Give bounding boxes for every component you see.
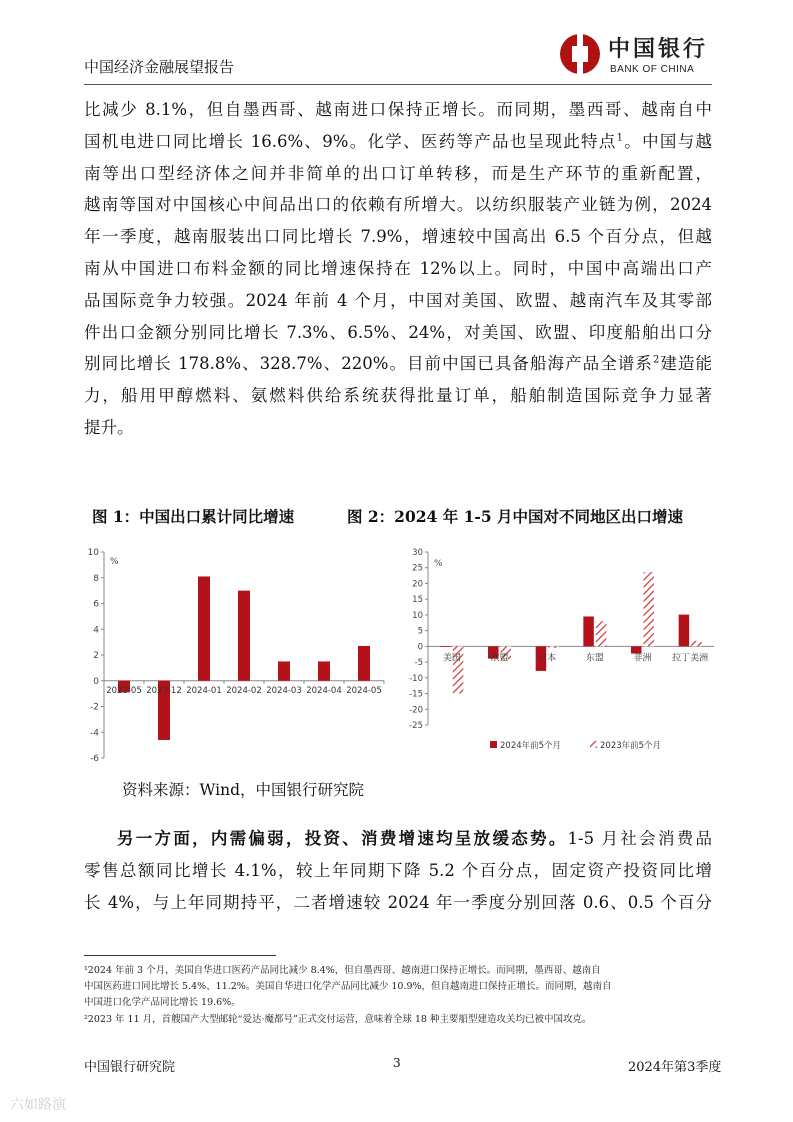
logo-cn: 中国银行 [608,36,709,62]
unit-label: % [110,557,119,567]
y-tick-label: 4 [93,625,99,636]
bold-lead: 另一方面，内需偏弱，投资、消费增速均呈放缓态势。 [117,829,568,848]
text-line: 年一季度，越南服装出口同比增长 7.9%，增速较中国高出 6.5 个百分点，但越 [84,227,712,247]
footer-period: 2024年第3季度 [628,1060,722,1075]
bank-logo [560,30,715,82]
figure-1-caption: 图 1：中国出口累计同比增速 [92,507,295,526]
footnote-line: 中国进口化学产品同比增长 19.6%。 [84,997,241,1008]
text-line: 件出口金额分别同比增长 7.3%、6.5%、24%，对美国、欧盟、印度船舶出口分 [84,322,712,342]
chart-2-region-export-growth [400,540,720,770]
footer-org: 中国银行研究院 [84,1060,176,1075]
bank-seal-icon [560,34,600,74]
text-line: 力，船用甲醇燃料、氨燃料供给系统获得批量订单，船舶制造国际竞争力显著 [84,386,712,406]
y-tick-label: 0 [417,642,423,653]
x-tick-label: 2024-02 [226,685,262,696]
bar [583,616,593,646]
y-tick-label: -20 [409,705,423,716]
figure-source: 资料来源：Wind，中国银行研究院 [122,781,365,799]
x-tick-label: 欧盟 [490,653,509,664]
bar [318,661,330,680]
x-tick-label: 美国 [442,653,461,664]
y-tick-label: -15 [409,689,423,700]
header-divider [84,84,712,85]
x-tick-label: 2024-03 [266,685,302,696]
text-line: 另一方面，内需偏弱，投资、消费增速均呈放缓态势。1-5 月社会消费品 [117,829,712,848]
y-tick-label: -4 [90,728,99,739]
bar [548,646,558,648]
legend-swatch [490,741,497,748]
footnote-divider [84,955,276,956]
body-paragraph-2 [84,823,712,918]
x-tick-label: 2023-12 [146,685,182,696]
bar [596,621,606,646]
x-tick-label: 拉丁美洲 [672,653,709,664]
text-line: 国机电进口同比增长 16.6%、9%。化学、医药等产品也呈现此特点$^1$。中国与越 [84,131,712,151]
y-tick-label: 5 [417,626,423,637]
footnote-line: ²2023 年 11 月，首艘国产大型邮轮“爱达·魔都号”正式交付运营，意味着全球 18 种主要船型建造攻关均已被中国攻克。 [84,1014,592,1025]
y-tick-label: -2 [90,702,99,713]
y-tick-label: 10 [87,548,99,558]
footnote-ref[interactable]: 2 [652,354,660,366]
y-tick-label: -10 [409,673,423,684]
x-tick-label: 日本 [538,653,557,664]
y-tick-label: 8 [93,573,99,584]
text-line: 越南等国对中国核心中间品出口的依赖有所增大。以纺织服装产业链为例，2024 [84,195,712,215]
report-title: 中国经济金融展望报告 [84,58,235,76]
page-number: 3 [393,1056,401,1070]
text-line: 南等出口型经济体之间并非简单的出口订单转移，而是生产环节的重新配置， [84,163,712,183]
y-tick-label: 2 [93,651,99,661]
bar [358,646,370,681]
bar [644,572,654,646]
text-line: 比减少 8.1%，但自墨西哥、越南进口保持正增长。而同期，墨西哥、越南自中 [84,100,712,119]
y-tick-label: -6 [90,754,99,764]
x-tick-label: 2024-05 [346,685,382,696]
y-tick-label: 15 [412,595,423,606]
text-line: 长 4%，与上年同期持平，二者增速较 2024 年一季度分别回落 0.6、0.5 个百分 [84,892,712,912]
bar [679,615,689,647]
text-line: 提升。 [84,417,134,437]
text-line: 品国际竞争力较强。2024 年前 4 个月，中国对美国、欧盟、越南汽车及其零部 [84,290,712,310]
text-line: 南从中国进口布料金额的同比增速保持在 12%以上。同时，中国中高端出口产 [84,258,712,278]
footnote-line: 中国医药进口同比增长 5.4%、11.2%。美国自华进口化学产品同比减少 10.9%，但自越南进口保持正增长。而同期，越南自 [84,981,612,992]
footnote-line: ¹2024 年前 3 个月，美国自华进口医药产品同比减少 8.4%，但自墨西哥、越南进口保持正增长。而同期，墨西哥、越南自 [84,965,601,976]
figure-2-caption: 图 2：2024 年 1-5 月中国对不同地区出口增速 [347,507,684,526]
y-tick-label: 0 [93,676,99,687]
y-tick-label: -25 [409,721,423,731]
y-tick-label: 25 [412,563,423,574]
logo-en: BANK OF CHINA [610,64,695,75]
unit-label: % [434,559,443,569]
text-line: 零售总额同比增长 4.1%，较上年同期下降 5.2 个百分点，固定资产投资同比增 [84,860,712,880]
footnote-ref[interactable]: 1 [616,132,624,144]
x-tick-label: 2024-01 [186,685,222,696]
y-tick-label: 6 [93,599,99,610]
x-tick-label: 2023-05 [106,685,142,696]
bar [238,591,250,681]
x-tick-label: 2024-04 [306,685,342,696]
body-paragraph-1 [84,94,712,444]
legend-label: 2023年前5个月 [600,741,662,751]
bar [198,576,210,680]
bar [278,661,290,680]
y-tick-label: 30 [412,548,423,558]
y-tick-label: -5 [414,658,423,669]
y-tick-label: 10 [412,610,423,621]
legend-swatch [590,741,597,748]
bar [691,641,701,647]
text-line: 别同比增长 178.8%、328.7%、220%。目前中国已具备船海产品全谱系$^2$建造能 [84,354,712,374]
x-tick-label: 东盟 [585,653,604,664]
x-tick-label: 非洲 [633,653,652,664]
legend-label: 2024年前5个月 [500,741,562,751]
watermark: 六如路演 [10,1097,66,1113]
chart-1-export-growth [82,540,388,770]
bar [440,646,450,647]
y-tick-label: 20 [412,579,423,590]
